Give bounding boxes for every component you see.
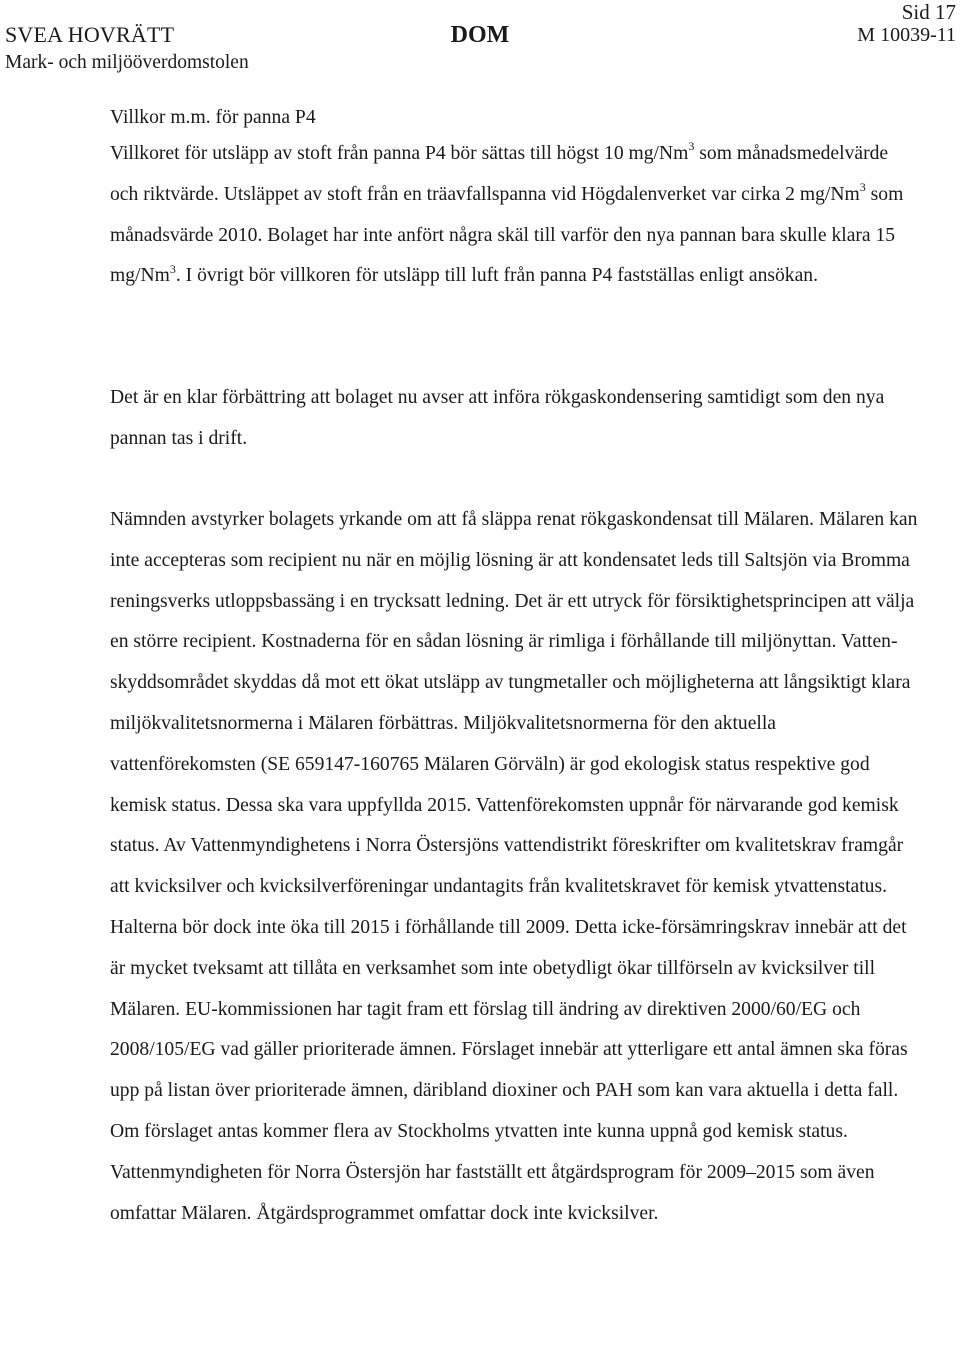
p1-text-b: som månadsmedelvärde och riktvärde. Utsläppet av stoft från en träavfallspanna vid Högdalenverket var cirka 2 mg/Nm — [110, 143, 889, 205]
paragraph-flue-gas-condensation: Det är en klar förbättring att bolaget nu avser att införa rökgaskondensering samtidigt som den nya pannan tas i drift. — [110, 387, 885, 449]
superscript: 3 — [688, 139, 695, 154]
page-number: Sid 17 — [901, 0, 956, 24]
case-number: M 10039-11 — [857, 24, 956, 46]
court-name: SVEA HOVRÄTT — [5, 22, 175, 47]
section-heading: Villkor m.m. för panna P4 — [110, 107, 316, 128]
court-division: Mark- och miljööverdomstolen — [5, 52, 249, 73]
paragraph-dust-limit — [110, 134, 920, 297]
p1-text-d: . I övrigt bör villkoren för utsläpp till luft från panna P4 fastställas enligt ansökan. — [175, 265, 818, 287]
p1-text-a: Villkoret för utsläpp av stoft från panna P4 bör sättas till högst 10 mg/Nm — [110, 143, 689, 164]
page-header — [0, 0, 960, 80]
superscript: 3 — [859, 180, 866, 195]
p1-text-c: som månadsvärde 2010. Bolaget har inte anfört några skäl till varför den nya pannan bara skulle klara 15 mg/Nm — [110, 183, 904, 287]
paragraph-recipient: Nämnden avstyrker bolagets yrkande om att få släppa renat rökgaskondensat till Mälaren. Mälaren kan inte accepteras som recipient nu när en möjlig lösning är att kondensatet leds till Saltsjön via Bromma reningsverks utloppsbassäng i en trycksatt ledning. Det är ett utryck för försiktighetsprincipen att välja en större recipient. Kostnaderna för en sådan lösning är rimliga i förhållande till miljönyttan. Vattenskyddsområdet skyddas då mot ett ökat utsläpp av tungmetaller och möjligheterna att långsiktigt klara miljökvalitetsnormerna i Mälaren förbättras. Miljökvalitetsnormerna för den aktuella vattenförekomsten (SE 659147-160765 Mälaren Görväln) är god ekologisk status respektive god kemisk status. Dessa ska vara uppfyllda 2015. Vattenförekomsten uppnår för närvarande god kemisk status. Av Vattenmyndighetens i Norra Östersjöns vattendistrikt föreskrifter om kvalitetskrav framgår att kvicksilver och kvicksilverföreningar undantagits från kvalitetskravet för kemisk ytvattenstatus. Halterna bör dock inte öka till 2015 i förhållande till 2009. Detta icke-försämringskrav innebär att det är mycket tveksamt att tillåta en verksamhet som inte obetydligt ökar tillförseln av kvicksilver till Mälaren. EU-kommissionen har tagit fram ett förslag till ändring av direktiven 2000/60/EG och 2008/105/EG vad gäller prioriterade ämnen. Förslaget innebär att ytterligare ett antal ämnen ska föras upp på listan över prioriterade ämnen, däribland dioxiner och PAH som kan vara aktuella i detta fall. Om förslaget antas kommer flera av Stockholms ytvatten inte kunna uppnå god kemisk status. Vattenmyndigheten för Norra Östersjön har fastställt ett åtgärdsprogram för 2009–2015 som även omfattar Mälaren. Åtgärdsprogrammet omfattar dock inte kvicksilver. — [110, 509, 918, 1224]
superscript: 3 — [169, 261, 176, 276]
document-type: DOM — [450, 22, 510, 48]
